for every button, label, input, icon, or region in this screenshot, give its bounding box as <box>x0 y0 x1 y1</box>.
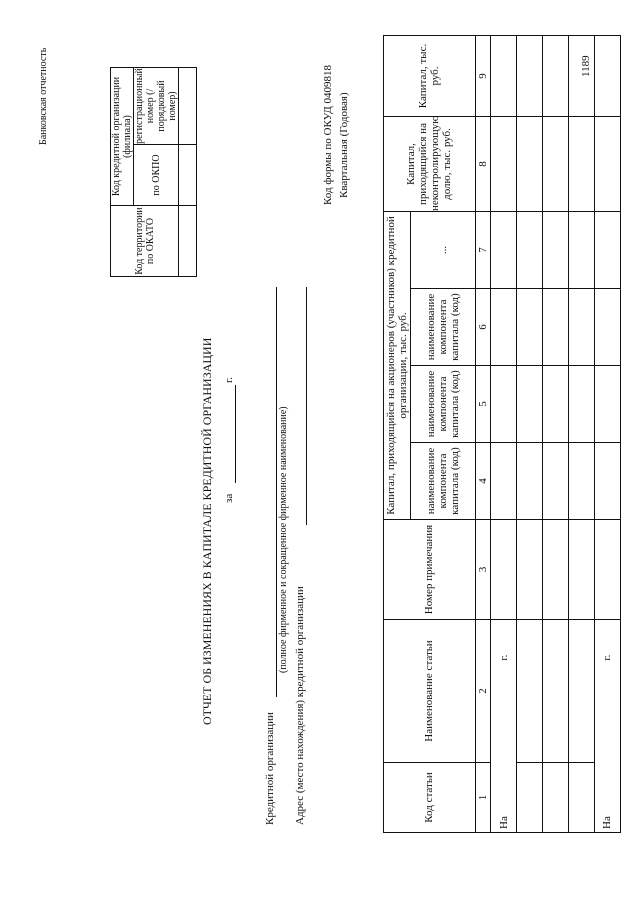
codes-table <box>110 67 197 277</box>
period-suffix: г. <box>223 376 235 383</box>
header-component-1: наименование компонента капитала (код) <box>411 443 476 520</box>
credit-org-code-header: Код кредитной организации (филиала) <box>111 68 134 206</box>
table-row-start <box>491 36 517 833</box>
org-label: Кредитной организации <box>264 712 276 825</box>
org-hint: (полное фирменное и сокращенное фирменное наименование) <box>278 406 289 673</box>
column-number: 6 <box>475 289 490 366</box>
reporting-label: Банковская отчетность <box>38 47 49 145</box>
table-row <box>543 36 569 833</box>
header-shareholders-capital: Капитал, приходящийся на акционеров (участников) кредитной организации, тыс. руб. <box>384 212 411 520</box>
header-note: Номер примечания <box>384 520 476 620</box>
column-number: 7 <box>475 212 490 289</box>
row-end-label: На г. <box>594 620 620 833</box>
header-component-3: наименование компонента капитала (код) <box>411 289 476 366</box>
report-title: ОТЧЕТ ОБ ИЗМЕНЕНИЯХ В КАПИТАЛЕ КРЕДИТНОЙ ОРГАНИЗАЦИИ <box>200 337 214 725</box>
header-ellipsis: ... <box>411 212 476 289</box>
period-prefix: за <box>223 493 235 503</box>
reg-number-value <box>179 68 197 145</box>
okpo-header: по ОКПО <box>134 145 179 206</box>
header-code: Код статьи <box>384 763 476 833</box>
form-code: Код формы по ОКУД 0409818 <box>322 64 334 205</box>
header-name: Наименование статьи <box>384 620 476 763</box>
okato-header: Код территории по ОКАТО <box>111 206 179 277</box>
table-row <box>569 36 595 833</box>
table-row <box>517 36 543 833</box>
header-component-2: наименование компонента капитала (код) <box>411 366 476 443</box>
periodicity: Квартальная (Годовая) <box>338 92 350 198</box>
column-number: 2 <box>475 620 490 763</box>
reg-number-header: регистрационный номер (/порядковый номер) <box>134 68 178 144</box>
column-number: 4 <box>475 443 490 520</box>
header-noncontrolling: Капитал, приходящийся на неконтролирующую долю, тыс. руб. <box>384 117 476 212</box>
address-label: Адрес (место нахождения) кредитной организации <box>294 586 306 825</box>
column-number: 8 <box>475 117 490 212</box>
period-line <box>235 385 236 483</box>
page-number: 1189 <box>580 55 592 77</box>
table-row-end <box>594 36 620 833</box>
column-number: 5 <box>475 366 490 443</box>
row-start-label: На г. <box>491 620 517 833</box>
column-number: 1 <box>475 763 490 833</box>
org-line <box>276 287 277 697</box>
okato-value <box>179 206 197 277</box>
capital-changes-table <box>383 35 621 833</box>
okpo-value <box>179 145 197 206</box>
header-total-capital: Капитал, тыс. руб. <box>384 36 476 117</box>
column-number: 3 <box>475 520 490 620</box>
column-number: 9 <box>475 36 490 117</box>
address-line <box>306 287 307 525</box>
